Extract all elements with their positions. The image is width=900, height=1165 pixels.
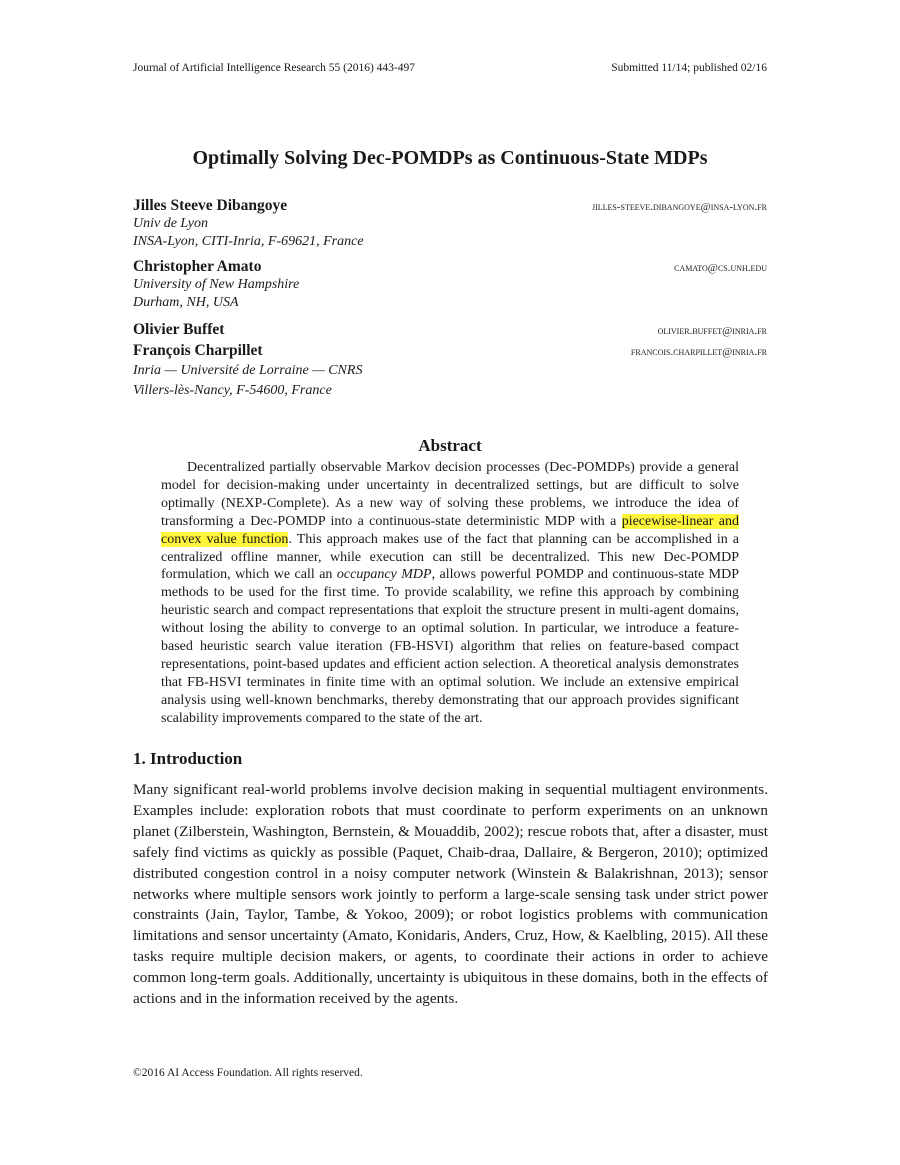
author-email: francois.charpillet@inria.fr: [630, 346, 767, 358]
author-email: olivier.buffet@inria.fr: [657, 325, 767, 337]
author-affiliation: Inria — Université de Lorraine — CNRS: [133, 363, 363, 378]
author-email: jilles-steeve.dibangoye@insa-lyon.fr: [591, 201, 767, 213]
journal-header: Journal of Artificial Intelligence Research 55 (2016) 443-497: [133, 62, 415, 74]
abstract-text: . This approach makes use of the fact that planning can be accomplished in a centralized offline manner, while execution can still be decentralized. This new Dec-POMDP formulation, which we call an: [161, 531, 739, 583]
section-heading: 1. Introduction: [133, 749, 243, 768]
introduction-paragraph: Many significant real-world problems involve decision making in sequential multiagent environments. Examples include: exploration robots that must coordinate to perform experiments on an unknown planet (Zilberstein, Washington, Bernstein, & Mouaddib, 2002); rescue robots that, after a disaster, must safely find victims as quickly as possible (Paquet, Chaib-draa, Dallaire, & Bergeron, 2010); optimized distributed congestion control in a noisy computer network (Winstein & Balakrishnan, 2013); sensor networks where multiple sensors work jointly to perform a large-scale sensing task under strict power constraints (Jain, Taylor, Tambe, & Yokoo, 2009); or robot logistics problems with communication limitations and sensor uncertainty (Amato, Konidaris, Anders, Cruz, How, & Kaelbling, 2015). All these tasks require multiple decision makers, or agents, to coordinate their actions in order to achieve common long-term goals. Additionally, uncertainty is ubiquitous in these domains, both in the effects of actions and in the information received by the agents.: [133, 781, 768, 1008]
abstract-body: [161, 459, 739, 728]
author-name: Christopher Amato: [133, 258, 262, 275]
author-affiliation: University of New Hampshire: [133, 277, 300, 292]
author-affiliation: Villers-lès-Nancy, F-54600, France: [133, 383, 332, 398]
author-affiliation: INSA-Lyon, CITI-Inria, F-69621, France: [133, 234, 364, 249]
abstract-text: Decentralized partially observable Markov decision processes (Dec-POMDPs) provide a general model for decision-making under uncertainty in decentralized settings, but are difficult to solve optimally (NEXP-Complete). As a new way of solving these problems, we introduce the idea of transforming a Dec-POMDP into a continuous-state deterministic MDP with a: [161, 460, 739, 529]
submission-date: Submitted 11/14; published 02/16: [611, 62, 767, 74]
author-affiliation: Durham, NH, USA: [133, 295, 239, 310]
abstract-heading: Abstract: [418, 436, 482, 455]
emphasized-term: occupancy MDP: [336, 567, 432, 583]
paper-title: Optimally Solving Dec-POMDPs as Continuous-State MDPs: [192, 147, 708, 169]
author-name: Jilles Steeve Dibangoye: [133, 197, 288, 214]
author-name: François Charpillet: [133, 342, 263, 359]
copyright-footer: ©2016 AI Access Foundation. All rights reserved.: [133, 1067, 363, 1079]
author-name: Olivier Buffet: [133, 321, 225, 338]
abstract-text: , allows powerful POMDP and continuous-state MDP methods to be used for the first time. To provide scalability, we refine this approach by combining heuristic search and compact representations that exploit the structure present in multi-agent domains, without losing the ability to converge to an optimal solution. In particular, we introduce a feature-based heuristic search value iteration (FB-HSVI) algorithm that relies on feature-based compact representations, point-based updates and efficient action selection. A theoretical analysis demonstrates that FB-HSVI terminates in finite time with an optimal solution. We include an extensive empirical analysis using well-known benchmarks, thereby demonstrating that our approach provides significant scalability improvements compared to the state of the art.: [161, 567, 739, 726]
author-email: camato@cs.unh.edu: [674, 262, 767, 274]
author-affiliation: Univ de Lyon: [133, 216, 209, 231]
highlighted-text: piecewise-linear and convex value function: [161, 513, 739, 547]
